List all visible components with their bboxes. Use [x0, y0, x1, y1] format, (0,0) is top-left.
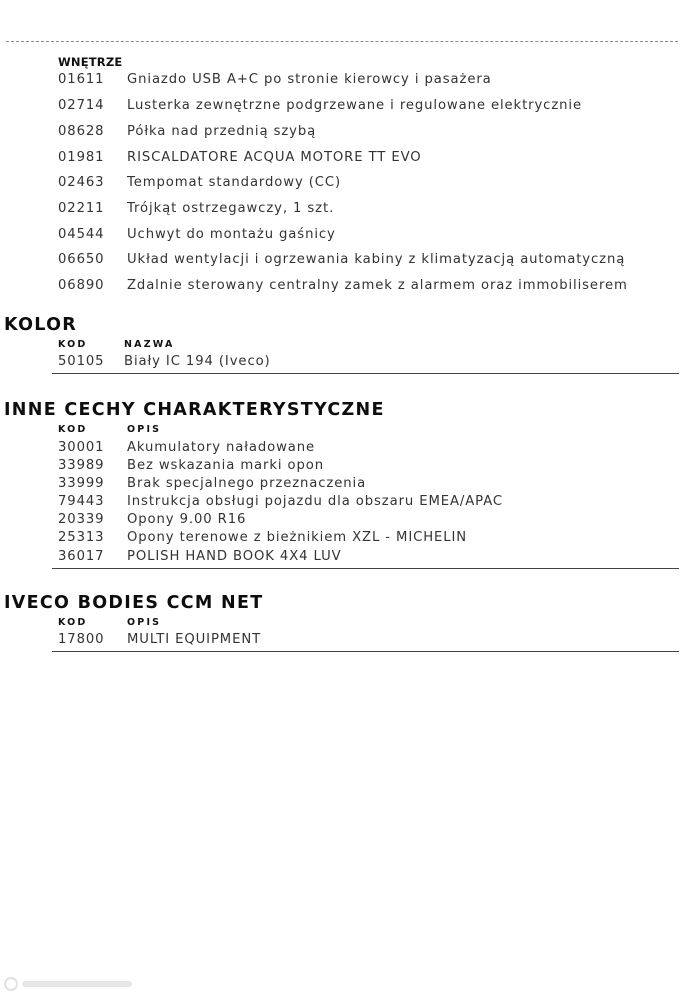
bodies-bottom-rule: [52, 651, 679, 652]
watermark-logo: [2, 975, 142, 993]
item-description: Układ wentylacji i ogrzewania kabiny z klimatyzacją automatyczną: [127, 252, 626, 267]
item-code: 02211: [58, 201, 105, 216]
item-description: Biały IC 194 (Iveco): [124, 354, 271, 369]
inne-section-title: INNE CECHY CHARAKTERYSTYCZNE: [4, 400, 385, 420]
item-description: Instrukcja obsługi pojazdu dla obszaru EMEA/APAC: [127, 494, 503, 509]
item-code: 17800: [58, 632, 105, 647]
item-code: 06890: [58, 278, 105, 293]
top-dashed-divider: [6, 41, 678, 42]
item-code: 01981: [58, 150, 105, 165]
item-code: 25313: [58, 530, 105, 545]
kolor-bottom-rule: [52, 373, 679, 374]
item-code: 33989: [58, 458, 105, 473]
item-code: 01611: [58, 72, 105, 87]
item-description: RISCALDATORE ACQUA MOTORE TT EVO: [127, 150, 422, 165]
item-code: 79443: [58, 494, 105, 509]
item-description: Opony terenowe z bieżnikiem XZL - MICHELIN: [127, 530, 468, 545]
item-description: Tempomat standardowy (CC): [127, 175, 342, 190]
item-description: Opony 9.00 R16: [127, 512, 247, 527]
item-description: POLISH HAND BOOK 4X4 LUV: [127, 549, 342, 564]
item-description: Zdalnie sterowany centralny zamek z alarmem oraz immobiliserem: [127, 278, 628, 293]
inne-col-code: KOD: [58, 424, 88, 435]
item-description: MULTI EQUIPMENT: [127, 632, 262, 647]
item-description: Brak specjalnego przeznaczenia: [127, 476, 367, 491]
item-description: Uchwyt do montażu gaśnicy: [127, 227, 336, 242]
kolor-col-code: KOD: [58, 339, 88, 350]
item-description: Lusterka zewnętrzne podgrzewane i regulowane elektrycznie: [127, 98, 582, 113]
bodies-section-title: IVECO BODIES CCM NET: [4, 593, 264, 613]
bodies-col-desc: OPIS: [127, 617, 162, 628]
item-code: 30001: [58, 440, 105, 455]
inne-bottom-rule: [52, 568, 679, 569]
item-code: 06650: [58, 252, 105, 267]
item-code: 04544: [58, 227, 105, 242]
item-code: 36017: [58, 549, 105, 564]
item-code: 33999: [58, 476, 105, 491]
kolor-section-title: KOLOR: [4, 315, 78, 335]
item-code: 50105: [58, 354, 105, 369]
item-description: Trójkąt ostrzegawczy, 1 szt.: [127, 201, 335, 216]
item-description: Gniazdo USB A+C po stronie kierowcy i pasażera: [127, 72, 492, 87]
item-description: Półka nad przednią szybą: [127, 124, 317, 139]
item-code: 02714: [58, 98, 105, 113]
item-code: 02463: [58, 175, 105, 190]
item-description: Bez wskazania marki opon: [127, 458, 325, 473]
item-description: Akumulatory naładowane: [127, 440, 316, 455]
kolor-col-name: NAZWA: [124, 339, 175, 350]
interior-heading: WNĘTRZE: [58, 55, 123, 69]
item-code: 08628: [58, 124, 105, 139]
inne-col-desc: OPIS: [127, 424, 162, 435]
bodies-col-code: KOD: [58, 617, 88, 628]
item-code: 20339: [58, 512, 105, 527]
